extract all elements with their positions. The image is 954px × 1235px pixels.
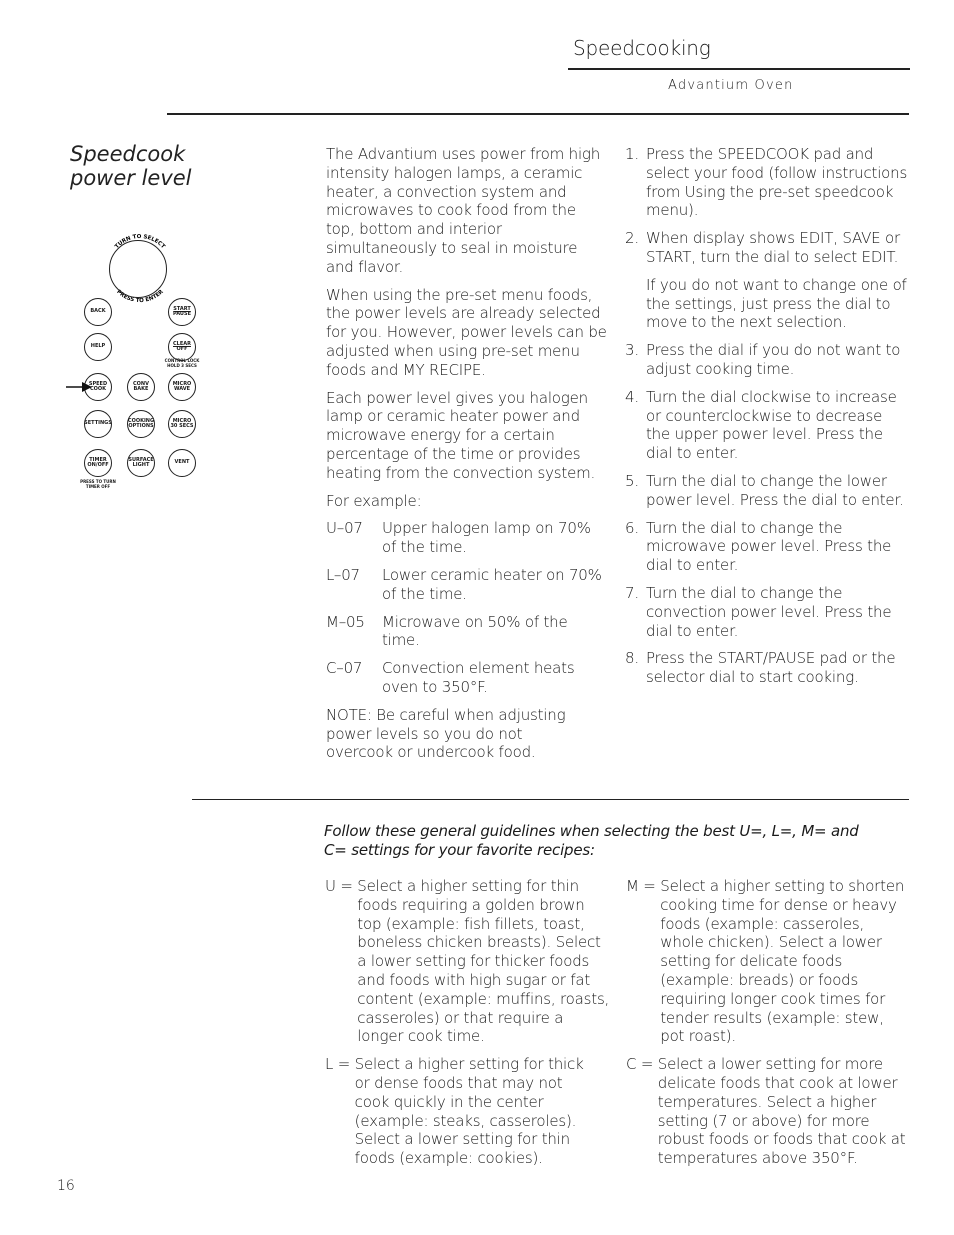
example-item	[326, 613, 608, 651]
timer-off-note: PRESS TO TURN TIMER OFF	[80, 479, 116, 489]
help-button: HELP	[84, 333, 112, 361]
steps-list	[625, 145, 910, 696]
surface-light-button: SURFACE LIGHT	[127, 449, 155, 477]
step-item: 6. Turn the dial to change the microwave power level. Press the dial to enter.	[625, 518, 892, 575]
guideline-text: Select a higher setting for thick or dense foods that may not cook quickly in the center (example: steaks, casseroles). Select a lower setting for thin foods (example: cookies).	[354, 1055, 584, 1168]
control-lock-note: CONTROL LOCK HOLD 3 SECS	[164, 358, 200, 368]
selector-dial	[109, 240, 167, 298]
step-item: 7. Turn the dial to change the convection power level. Press the dial to enter.	[625, 583, 892, 640]
cooking-options-button: COOKING OPTIONS	[127, 410, 155, 438]
example-code: M–05	[326, 612, 365, 631]
intro-column	[326, 145, 608, 771]
step-item: 3. Press the dial if you do not want to adjust cooking time.	[625, 341, 901, 378]
micro-30-secs-button: MICRO 30 SECS	[168, 410, 196, 438]
step-item: 4. Turn the dial clockwise to increase or counterclockwise to decrease the upper power level. Press the dial to enter.	[625, 387, 897, 463]
section-divider	[167, 113, 909, 115]
settings-button: SETTINGS	[84, 410, 112, 438]
page-number: 16	[57, 1178, 75, 1194]
guideline-text: Select a higher setting for thin foods requiring a golden brown top (example: fish fillets, toast, boneless chicken breasts). Select a lower setting for thicker foods and foods with high sugar or fat content (example: muffins, roasts, casseroles) or that require a longer cook time.	[357, 877, 610, 1046]
dial-press-label: PRESS TO ENTER	[115, 289, 165, 305]
guidelines-divider	[192, 799, 909, 800]
guidelines-right	[626, 877, 911, 1177]
guideline-key: M =	[626, 877, 661, 895]
section-title-line-1: Speedcook	[70, 142, 186, 166]
for-example-label: For example:	[326, 491, 422, 510]
example-text: Convection element heats oven to 350°F.	[382, 659, 575, 696]
header-subtitle: Advantium Oven	[668, 78, 794, 93]
section-title	[70, 142, 192, 190]
header-title: Speedcooking	[573, 36, 711, 60]
example-code: U–07	[326, 519, 363, 538]
timer-onoff-button: TIMER ON/OFF	[84, 449, 112, 477]
intro-paragraph: When using the pre-set menu foods, the power levels are already selected for you. However, power levels can be adjusted when using pre-set menu foods and MY RECIPE.	[326, 285, 607, 379]
example-code: C–07	[326, 659, 363, 678]
example-text: Microwave on 50% of the time.	[382, 612, 568, 650]
guidelines-intro: Follow these general guidelines when selecting the best U=, L=, M= and C= settings for your favorite recipes:	[324, 822, 859, 859]
clear-off-button: CLEAR OFF	[168, 333, 196, 361]
example-item	[326, 659, 608, 697]
guideline-item	[325, 1055, 611, 1168]
microwave-button: MICRO WAVE	[168, 373, 196, 401]
example-text: Lower ceramic heater on 70% of the time.	[382, 565, 602, 603]
guideline-key: C =	[626, 1055, 658, 1074]
vent-button: VENT	[168, 449, 196, 477]
guideline-text: Select a higher setting to shorten cooking time for dense or heavy foods (example: casseroles, whole chicken). Select a lower setting for delicate foods (example: breads) or foods requiring longer cook times for tender results (example: stew, pot roast).	[660, 877, 905, 1046]
step-item: 5. Turn the dial to change the lower power level. Press the dial to enter.	[625, 471, 904, 509]
start-pause-button: START PAUSE	[168, 298, 196, 326]
guideline-item	[325, 877, 611, 1046]
note-paragraph: NOTE: Be careful when adjusting power levels so you do not overcook or undercook food.	[326, 705, 566, 762]
dial-turn-label: TURN TO SELECT	[114, 233, 166, 251]
control-panel-illustration	[60, 228, 220, 498]
section-title-line-2: power level	[70, 166, 192, 190]
guidelines-left	[325, 877, 611, 1177]
example-item	[326, 519, 608, 557]
header-divider	[568, 68, 910, 70]
pointer-arrow-icon	[66, 381, 92, 393]
conv-bake-button: CONV BAKE	[127, 373, 155, 401]
example-item	[326, 566, 608, 604]
step-item: 8. Press the START/PAUSE pad or the selector dial to start cooking.	[625, 649, 896, 687]
step-item: 2. When display shows EDIT, SAVE or START, turn the dial to select EDIT.	[625, 229, 900, 266]
example-code: L–07	[326, 565, 360, 584]
guideline-text: Select a lower setting for more delicate foods that cook at lower temperatures. Select a higher setting (7 or above) for more robust foods or foods that cook at temperatures above 350°F.	[657, 1055, 906, 1168]
intro-paragraph: Each power level gives you halogen lamp or ceramic heater power and microwave energy for a certain percentage of the time or provides heating from the convection system.	[326, 388, 596, 482]
guideline-key: U =	[325, 877, 358, 895]
intro-paragraph: The Advantium uses power from high intensity halogen lamps, a ceramic heater, a convection system and microwaves to cook food from the top, bottom and interior simultaneously to seal in moisture and flavor.	[326, 145, 601, 276]
back-button: BACK	[84, 298, 112, 326]
guideline-item	[626, 877, 911, 1046]
step-item: 1. Press the SPEEDCOOK pad and select your food (follow instructions from Using the pre-set speedcook menu).	[625, 145, 908, 220]
guideline-item	[626, 1055, 911, 1168]
step-subnote: If you do not want to change one of the settings, just press the dial to move to the next selection.	[646, 275, 907, 332]
example-text: Upper halogen lamp on 70% of the time.	[382, 519, 591, 557]
guideline-key: L =	[325, 1055, 355, 1074]
speedcook-button: SPEED COOK	[84, 373, 112, 401]
